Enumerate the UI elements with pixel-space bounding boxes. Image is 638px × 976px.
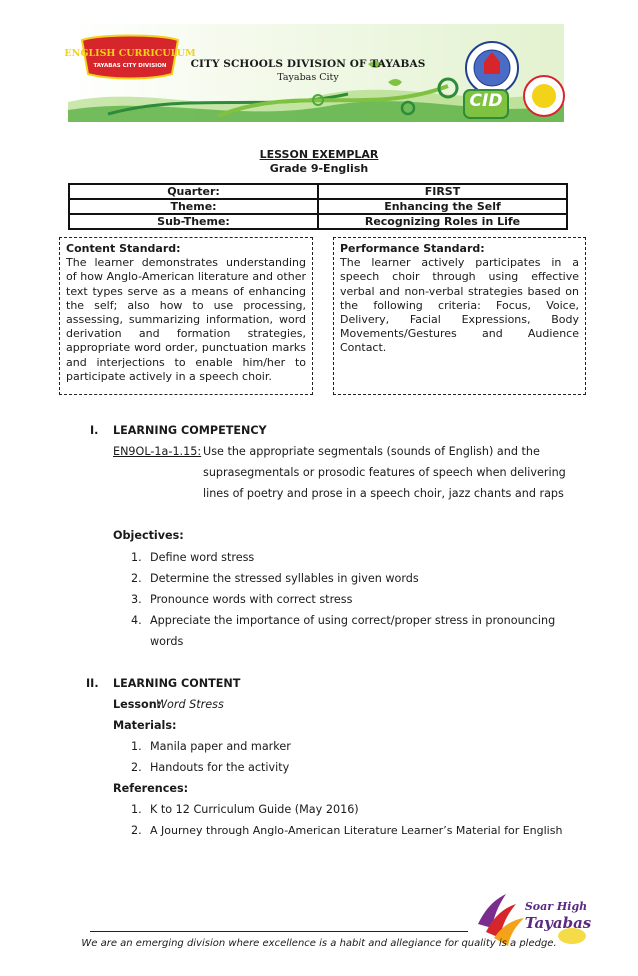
performance-standard-box xyxy=(333,237,586,395)
theme-value: Enhancing the Self xyxy=(318,199,567,214)
objective-item: Pronounce words with correct stress xyxy=(150,593,353,606)
material-number: 2. xyxy=(131,761,142,774)
section2-numeral: II. xyxy=(86,677,99,690)
competency-line2: suprasegmentals or prosodic features of speech when delivering xyxy=(203,466,566,479)
table-row xyxy=(69,214,567,229)
objective-item: Appreciate the importance of using correct/proper stress in pronouncing xyxy=(150,614,556,627)
objective-item: Define word stress xyxy=(150,551,255,564)
competency-code: EN9OL-1a-1.15: xyxy=(113,445,202,458)
objective-number: 4. xyxy=(131,614,142,627)
reference-number: 2. xyxy=(131,824,142,837)
objective-number: 1. xyxy=(131,551,142,564)
material-number: 1. xyxy=(131,740,142,753)
content-standard-text: The learner demonstrates understanding of how Anglo-American literature and other text types serve as a means of enhancing the self; also how to use processing, assessing, summarizing information, word derivation and formation strategies, appropriate word order, punctuation marks and interjections to enable him/her to participate actively in a speech choir. xyxy=(66,256,306,383)
subtheme-label: Sub-Theme: xyxy=(69,214,318,229)
reference-number: 1. xyxy=(131,803,142,816)
quarter-value: FIRST xyxy=(318,184,567,199)
quarter-label: Quarter: xyxy=(69,184,318,199)
section2-heading: LEARNING CONTENT xyxy=(113,677,241,690)
competency-line1: Use the appropriate segmentals (sounds of English) and the xyxy=(203,445,540,458)
soar-high-text: Soar High xyxy=(524,900,588,913)
document-subtitle: Grade 9-English xyxy=(269,162,369,175)
content-standard-heading: Content Standard: xyxy=(66,242,181,255)
logo-subtitle: TAYABAS CITY DIVISION xyxy=(93,63,167,69)
footer-divider xyxy=(90,931,468,932)
objective-item-continued: words xyxy=(150,635,184,648)
performance-standard-text: The learner actively participates in a speech choir through using effective verbal and non-verbal strategies based on the following criteria: Focus, Voice, Delivery, Facial Expressions, Body Movements/Gestures and Audience Contact. xyxy=(340,256,579,355)
material-item: Handouts for the activity xyxy=(150,761,290,774)
theme-label: Theme: xyxy=(69,199,318,214)
footer-motto: We are an emerging division where excellence is a habit and allegiance for quality is a pledge. xyxy=(81,938,557,949)
org-subtitle: Tayabas City xyxy=(277,72,339,83)
references-heading: References: xyxy=(113,782,189,795)
lesson-label: Lesson: xyxy=(113,698,162,711)
objectives-heading: Objectives: xyxy=(113,529,184,542)
table-row xyxy=(69,199,567,214)
document-title: LESSON EXEMPLAR xyxy=(259,148,379,161)
org-title: CITY SCHOOLS DIVISION OF TAYABAS xyxy=(190,58,426,70)
materials-heading: Materials: xyxy=(113,719,177,732)
tayabas-text: Tayabas xyxy=(524,914,592,932)
cid-badge: CID xyxy=(469,91,503,111)
reference-item: A Journey through Anglo-American Literature Learner’s Material for English xyxy=(150,824,563,837)
objective-number: 3. xyxy=(131,593,142,606)
lesson-info-table xyxy=(68,183,568,230)
lesson-value: Word Stress xyxy=(156,698,224,711)
material-item: Manila paper and marker xyxy=(150,740,291,753)
subtheme-value: Recognizing Roles in Life xyxy=(318,214,567,229)
table-row xyxy=(69,184,567,199)
performance-standard-heading: Performance Standard: xyxy=(340,242,485,255)
logo-title: ENGLISH CURRICULUM xyxy=(64,48,196,59)
section1-numeral: I. xyxy=(90,424,99,437)
reference-item: K to 12 Curriculum Guide (May 2016) xyxy=(150,803,359,816)
objective-item: Determine the stressed syllables in given words xyxy=(150,572,419,585)
content-standard-box xyxy=(59,237,313,395)
objective-number: 2. xyxy=(131,572,142,585)
english-curriculum-logo xyxy=(64,34,196,80)
section1-heading: LEARNING COMPETENCY xyxy=(113,424,267,437)
competency-line3: lines of poetry and prose in a speech choir, jazz chants and raps xyxy=(203,487,564,500)
